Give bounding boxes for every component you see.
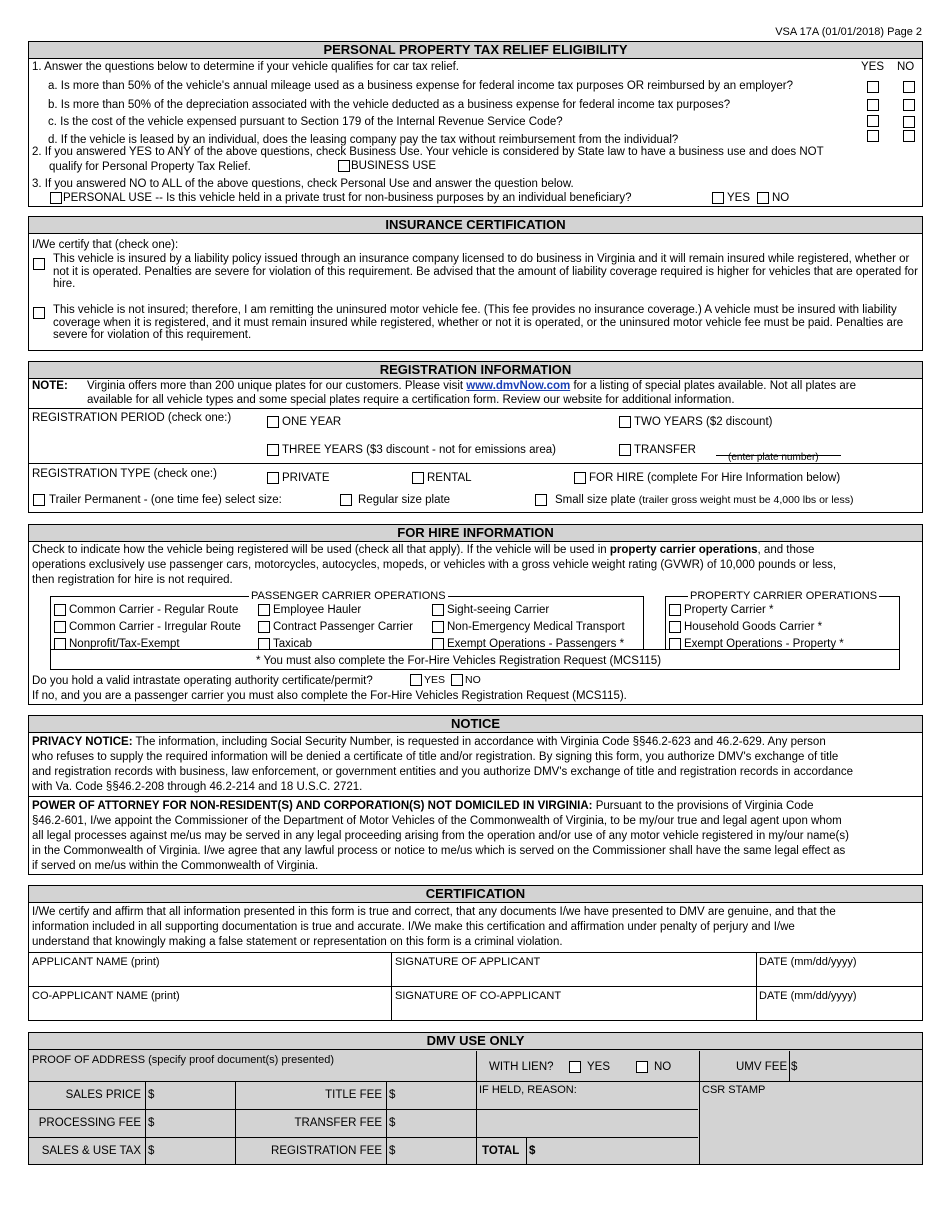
total-label: TOTAL	[482, 1145, 520, 1157]
tax-no-header: NO	[897, 61, 915, 73]
trailer-label: Trailer Permanent - (one time fee) select size:	[49, 494, 282, 506]
contract-passenger-label: Contract Passenger Carrier	[273, 621, 413, 633]
coapplicant-date-field[interactable]: DATE (mm/dd/yyyy)	[759, 990, 857, 1002]
permit-question: Do you hold a valid intrastate operating authority certificate/permit?	[32, 675, 373, 687]
personal-use-label: PERSONAL USE -- Is this vehicle held in a private trust for non-business purposes by an individual beneficiary?	[63, 192, 632, 204]
applicant-name-field[interactable]: APPLICANT NAME (print)	[32, 956, 160, 968]
private-label: PRIVATE	[282, 472, 330, 484]
title-fee-dollar[interactable]: $	[389, 1089, 396, 1101]
insurance-section	[28, 216, 923, 351]
dmv-website-link[interactable]: www.dmvNow.com	[466, 380, 571, 392]
transfer-checkbox[interactable]	[619, 444, 631, 456]
privacy-line1: PRIVACY NOTICE: The information, including Social Security Number, is requested in accordance with Virginia Code §§46.2-623 and 46.2-629. Any person	[32, 736, 826, 748]
insured-checkbox[interactable]	[33, 258, 45, 270]
trust-yes-checkbox[interactable]	[712, 192, 724, 204]
passenger-legend: PASSENGER CARRIER OPERATIONS	[251, 590, 446, 602]
exempt-passengers-checkbox[interactable]	[432, 638, 444, 650]
poa-line4: in the Commonwealth of Virginia. I/we agree that any lawful process or notice to me/us which is served on the Commissioner shall have the same legal effect as	[32, 845, 846, 857]
property-carrier-checkbox[interactable]	[669, 604, 681, 616]
taxicab-label: Taxicab	[273, 638, 312, 650]
tax-yes-header: YES	[861, 61, 885, 73]
tax-question-b: b. Is more than 50% of the depreciation associated with the vehicle deducted as a business expense for federal income tax purposes?	[48, 99, 731, 111]
sightseeing-label: Sight-seeing Carrier	[447, 604, 550, 616]
lien-yes-label: YES	[587, 1061, 611, 1073]
registration-title: REGISTRATION INFORMATION	[29, 362, 922, 379]
contract-passenger-checkbox[interactable]	[258, 621, 270, 633]
note-line2: available for all vehicle types and some special plates require a certification form. Review our website for additional information.	[87, 394, 735, 406]
form-number: VSA 17A (01/01/2018) Page 2	[775, 26, 922, 38]
for-hire-label: FOR HIRE (complete For Hire Information below)	[589, 472, 841, 484]
applicant-date-field[interactable]: DATE (mm/dd/yyyy)	[759, 956, 857, 968]
poa-line1: POWER OF ATTORNEY FOR NON-RESIDENT(S) AND CORPORATION(S) NOT DOMICILED IN VIRGINIA: Pursuant to the provisions of Virginia Code	[32, 800, 814, 812]
tax-q1: 1. Answer the questions below to determine if your vehicle qualifies for car tax relief.	[32, 61, 459, 73]
tax-question-a: a. Is more than 50% of the vehicle's annual mileage used as a business expense for federal income tax purposes OR reimbursed by an employer?	[48, 80, 793, 92]
registration-fee-dollar[interactable]: $	[389, 1145, 396, 1157]
total-dollar[interactable]: $	[529, 1145, 536, 1157]
poa-line5: if served on me/us within the Commonwealth of Virginia.	[32, 860, 319, 872]
lien-no-checkbox[interactable]	[636, 1061, 648, 1073]
household-goods-label: Household Goods Carrier *	[684, 621, 823, 633]
three-years-label: THREE YEARS ($3 discount - not for emissions area)	[282, 444, 556, 456]
tax-b-no-checkbox[interactable]	[903, 99, 915, 111]
enter-plate-hint: (enter plate number)	[728, 452, 819, 463]
tax-c-yes-checkbox[interactable]	[867, 115, 879, 127]
tax-relief-section	[28, 41, 923, 207]
exempt-passengers-label: Exempt Operations - Passengers *	[447, 638, 625, 650]
dmv-title: DMV USE ONLY	[29, 1033, 922, 1050]
small-plate-checkbox[interactable]	[535, 494, 547, 506]
tax-c-no-checkbox[interactable]	[903, 116, 915, 128]
one-year-label: ONE YEAR	[282, 416, 342, 428]
transfer-label: TRANSFER	[634, 444, 696, 456]
household-goods-checkbox[interactable]	[669, 621, 681, 633]
tax-question-c: c. Is the cost of the vehicle expensed pursuant to Section 179 of the Internal Revenue Service Code?	[48, 116, 563, 128]
private-checkbox[interactable]	[267, 472, 279, 484]
employee-hauler-label: Employee Hauler	[273, 604, 362, 616]
privacy-line4: with Va. Code §§46.2-208 through 46.2-214 and 18 U.S.C. 2721.	[32, 781, 363, 793]
umv-fee-dollar[interactable]: $	[791, 1061, 798, 1073]
rental-label: RENTAL	[427, 472, 472, 484]
insurance-intro: I/We certify that (check one):	[32, 239, 179, 251]
note-line1: Virginia offers more than 200 unique plates for our customers. Please visit www.dmvNow.com for a listing of special plates available. Not all plates are	[87, 380, 856, 392]
insured-text: This vehicle is insured by a liability policy issued through an insurance company licensed to do business in Virginia and it will remain insured while registered, whether or not it is operated. Penalties are severe for violation of this requirement. Be advised that the amount of liability coverage required is higher for vehicles that are operated for hire.	[53, 253, 918, 290]
uninsured-text: This vehicle is not insured; therefore, I am remitting the uninsured motor vehicle fee. (This fee provides no insurance coverage.) A vehicle must be insured with liability coverage when it is registered, and it must remain insured while registered, whether or not it is operated, or the uninsured motor vehicle fee must be paid. Penalties are severe for violation of this requirement.	[53, 304, 904, 341]
certification-section	[28, 885, 923, 1021]
exempt-property-checkbox[interactable]	[669, 638, 681, 650]
property-carrier-label: Property Carrier *	[684, 604, 774, 616]
lien-no-label: NO	[654, 1061, 672, 1073]
for-hire-intro-3: then registration for hire is not required.	[32, 574, 233, 586]
common-regular-label: Common Carrier - Regular Route	[69, 604, 239, 616]
taxicab-checkbox[interactable]	[258, 638, 270, 650]
nonprofit-label: Nonprofit/Tax-Exempt	[69, 638, 180, 650]
sales-tax-dollar[interactable]: $	[148, 1145, 155, 1157]
lien-yes-checkbox[interactable]	[569, 1061, 581, 1073]
title-fee-label: TITLE FEE	[325, 1089, 382, 1101]
insurance-title: INSURANCE CERTIFICATION	[29, 217, 922, 234]
sales-tax-label: SALES & USE TAX	[41, 1145, 141, 1157]
small-plate-label: Small size plate (trailer gross weight must be 4,000 lbs or less)	[555, 494, 854, 506]
sales-price-label: SALES PRICE	[65, 1089, 141, 1101]
cert-line3: understand that knowingly making a false statement or representation on this form is a criminal violation.	[32, 936, 563, 948]
sales-price-dollar[interactable]: $	[148, 1089, 155, 1101]
cert-line2: information included in all supporting documentation is true and accurate. I/We make this certification and affirmation under penalty of perjury and I/we	[32, 921, 795, 933]
three-years-checkbox[interactable]	[267, 444, 279, 456]
tax-relief-title: PERSONAL PROPERTY TAX RELIEF ELIGIBILITY	[29, 42, 922, 59]
notice-title: NOTICE	[29, 716, 922, 733]
tax-b-yes-checkbox[interactable]	[867, 99, 879, 111]
for-hire-title: FOR HIRE INFORMATION	[29, 525, 922, 542]
registration-section	[28, 361, 923, 513]
business-use-label: BUSINESS USE	[351, 160, 436, 172]
property-legend: PROPERTY CARRIER OPERATIONS	[690, 590, 878, 602]
common-irregular-checkbox[interactable]	[54, 621, 66, 633]
tax-a-no-checkbox[interactable]	[903, 81, 915, 93]
nemt-checkbox[interactable]	[432, 621, 444, 633]
regular-plate-checkbox[interactable]	[340, 494, 352, 506]
poa-line2: §46.2-601, I/we appoint the Commissioner of the Department of Motor Vehicles of the Commonwealth of Virginia, to be my/our true and legal agent upon whom	[32, 815, 842, 827]
rental-checkbox[interactable]	[412, 472, 424, 484]
for-hire-intro-1: Check to indicate how the vehicle being registered will be used (check all that apply). If the vehicle will be used in property carrier operations, and those	[32, 544, 815, 556]
if-held-reason-label: IF HELD, REASON:	[479, 1084, 577, 1096]
processing-fee-label: PROCESSING FEE	[38, 1117, 141, 1129]
privacy-line2: who refuses to supply the required information will be denied a certificate of title and/or registration. By signing this form, you authorize DMV's exchange of title	[32, 751, 839, 763]
transfer-fee-label: TRANSFER FEE	[294, 1117, 382, 1129]
for-hire-section	[28, 524, 923, 705]
processing-fee-dollar[interactable]: $	[148, 1117, 155, 1129]
coapplicant-name-field[interactable]: CO-APPLICANT NAME (print)	[32, 990, 180, 1002]
trust-no-label: NO	[772, 192, 790, 204]
employee-hauler-checkbox[interactable]	[258, 604, 270, 616]
registration-period-label: REGISTRATION PERIOD (check one:)	[32, 412, 232, 424]
proof-of-address-label: PROOF OF ADDRESS (specify proof document(s) presented)	[32, 1054, 334, 1066]
common-irregular-label: Common Carrier - Irregular Route	[69, 621, 241, 633]
dmv-use-section	[28, 1032, 923, 1165]
privacy-line3: and registration records with business, law enforcement, or government entities and you authorize DMV's exchange of title and registration records in accordance	[32, 766, 854, 778]
tax-d-no-checkbox[interactable]	[903, 130, 915, 142]
note-label: NOTE:	[32, 380, 68, 392]
coapplicant-signature-field[interactable]: SIGNATURE OF CO-APPLICANT	[395, 990, 562, 1002]
regular-plate-label: Regular size plate	[358, 494, 451, 506]
two-years-checkbox[interactable]	[619, 416, 631, 428]
csr-stamp-label: CSR STAMP	[702, 1084, 766, 1096]
common-regular-checkbox[interactable]	[54, 604, 66, 616]
trailer-checkbox[interactable]	[33, 494, 45, 506]
transfer-fee-dollar[interactable]: $	[389, 1117, 396, 1129]
sightseeing-checkbox[interactable]	[432, 604, 444, 616]
with-lien-label: WITH LIEN?	[489, 1061, 554, 1073]
nemt-label: Non-Emergency Medical Transport	[447, 621, 625, 633]
umv-fee-label: UMV FEE	[736, 1061, 788, 1073]
exempt-property-label: Exempt Operations - Property *	[684, 638, 844, 650]
registration-type-label: REGISTRATION TYPE (check one:)	[32, 468, 217, 480]
two-years-label: TWO YEARS ($2 discount)	[634, 416, 773, 428]
poa-line3: all legal processes against me/us may be served in any legal proceeding arising from the operation and/or use of any motor vehicle registered in my/our name(s)	[32, 830, 849, 842]
for-hire-footnote: * You must also complete the For-Hire Vehicles Registration Request (MCS115)	[256, 655, 662, 667]
permit-if-no: If no, and you are a passenger carrier you must also complete the For-Hire Vehicles Registration Request (MCS115).	[32, 690, 627, 702]
tax-d-yes-checkbox[interactable]	[867, 130, 879, 142]
permit-no-label: NO	[465, 674, 481, 686]
trust-no-checkbox[interactable]	[757, 192, 769, 204]
registration-fee-label: REGISTRATION FEE	[271, 1145, 382, 1157]
tax-q2-line2: qualify for Personal Property Tax Relief.	[49, 161, 251, 173]
business-use-checkbox[interactable]	[338, 160, 350, 172]
cert-line1: I/We certify and affirm that all information presented in this form is true and correct, that any documents I/we have presented to DMV are genuine, and that the	[32, 906, 836, 918]
permit-yes-label: YES	[424, 674, 446, 686]
trust-yes-label: YES	[727, 192, 751, 204]
tax-question-d: d. If the vehicle is leased by an individual, does the leasing company pay the tax without reimbursement from the individual?	[48, 134, 679, 146]
tax-q3: 3. If you answered NO to ALL of the above questions, check Personal Use and answer the question below.	[32, 178, 574, 190]
one-year-checkbox[interactable]	[267, 416, 279, 428]
permit-no-checkbox[interactable]	[451, 674, 463, 686]
tax-a-yes-checkbox[interactable]	[867, 81, 879, 93]
applicant-signature-field[interactable]: SIGNATURE OF APPLICANT	[395, 956, 541, 968]
for-hire-intro-2: operations exclusively use passenger cars, motorcycles, autocycles, mopeds, or vehicles with a gross vehicle weight rating (GVWR) of 10,000 pounds or less,	[32, 559, 837, 571]
certification-title: CERTIFICATION	[29, 886, 922, 903]
tax-q2-line1: 2. If you answered YES to ANY of the above questions, check Business Use. Your vehicle is considered by State law to have a business use and does NOT	[32, 146, 824, 158]
nonprofit-checkbox[interactable]	[54, 638, 66, 650]
for-hire-checkbox[interactable]	[574, 472, 586, 484]
personal-use-checkbox[interactable]	[50, 192, 62, 204]
notice-section	[28, 715, 923, 875]
uninsured-checkbox[interactable]	[33, 307, 45, 319]
permit-yes-checkbox[interactable]	[410, 674, 422, 686]
